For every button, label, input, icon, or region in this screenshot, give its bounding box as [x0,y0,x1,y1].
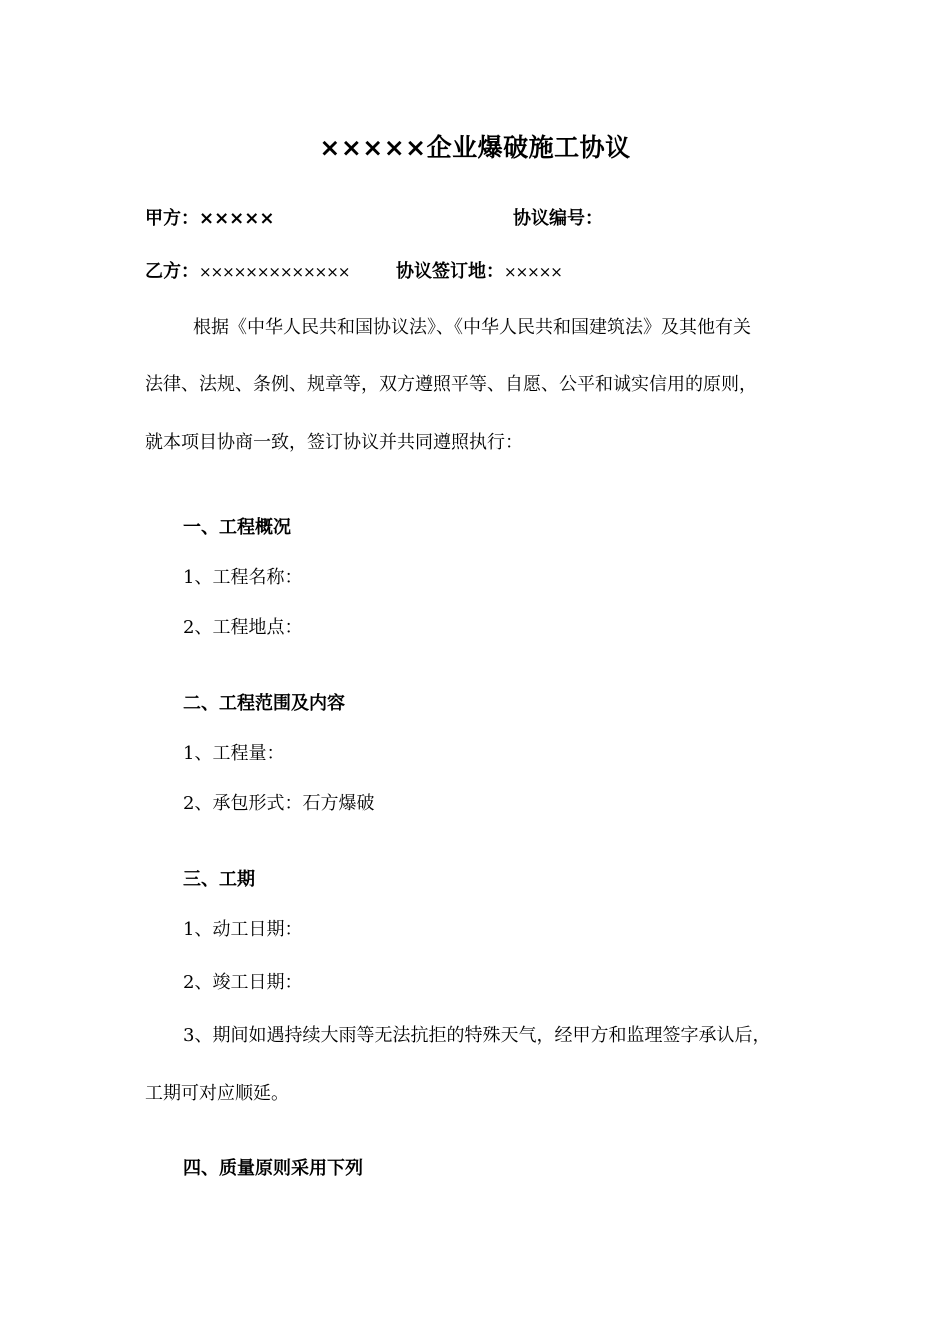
party-b [145,263,349,281]
party-a-value: ××××× [199,208,275,229]
party-b-label: 乙方： [145,261,199,282]
party-b-value: ××××××××××××× [199,263,350,281]
preamble-line-2: 法律、法规、条例、规章等，双方遵照平等、自愿、公平和诚实信用的原则， [145,374,757,395]
party-a-label: 甲方： [145,208,199,229]
agreement-number [513,210,603,228]
document-title: ×××××企业爆破施工协议 [319,133,631,162]
preamble-line-3: 就本项目协商一致，签订协议并共同遵照执行： [145,432,523,453]
sign-place-label: 协议签订地： [396,261,504,282]
party-a [145,210,274,228]
section-note-line-1: 3、期间如遇持续大雨等无法抗拒的特殊天气，经甲方和监理签字承认后， [183,1025,771,1046]
sign-place-value: ××××× [504,263,562,281]
section-item: 1、工程量： [183,743,285,764]
section-item: 2、竣工日期： [183,972,303,993]
sign-place [396,263,562,281]
section-note-line-2: 工期可对应顺延。 [145,1083,289,1104]
agreement-number-label: 协议编号： [513,208,603,229]
section-heading: 二、工程范围及内容 [183,693,345,714]
section-item: 1、工程名称： [183,567,303,588]
preamble-line-1: 根据《中华人民共和国协议法》、《中华人民共和国建筑法》及其他有关 [193,317,751,338]
section-heading: 一、工程概况 [183,517,291,538]
section-item: 2、工程地点： [183,617,303,638]
section-heading: 三、工期 [183,869,255,890]
section-heading: 四、质量原则采用下列 [183,1158,363,1179]
section-item: 1、动工日期： [183,919,303,940]
section-item: 2、承包形式：石方爆破 [183,793,375,814]
